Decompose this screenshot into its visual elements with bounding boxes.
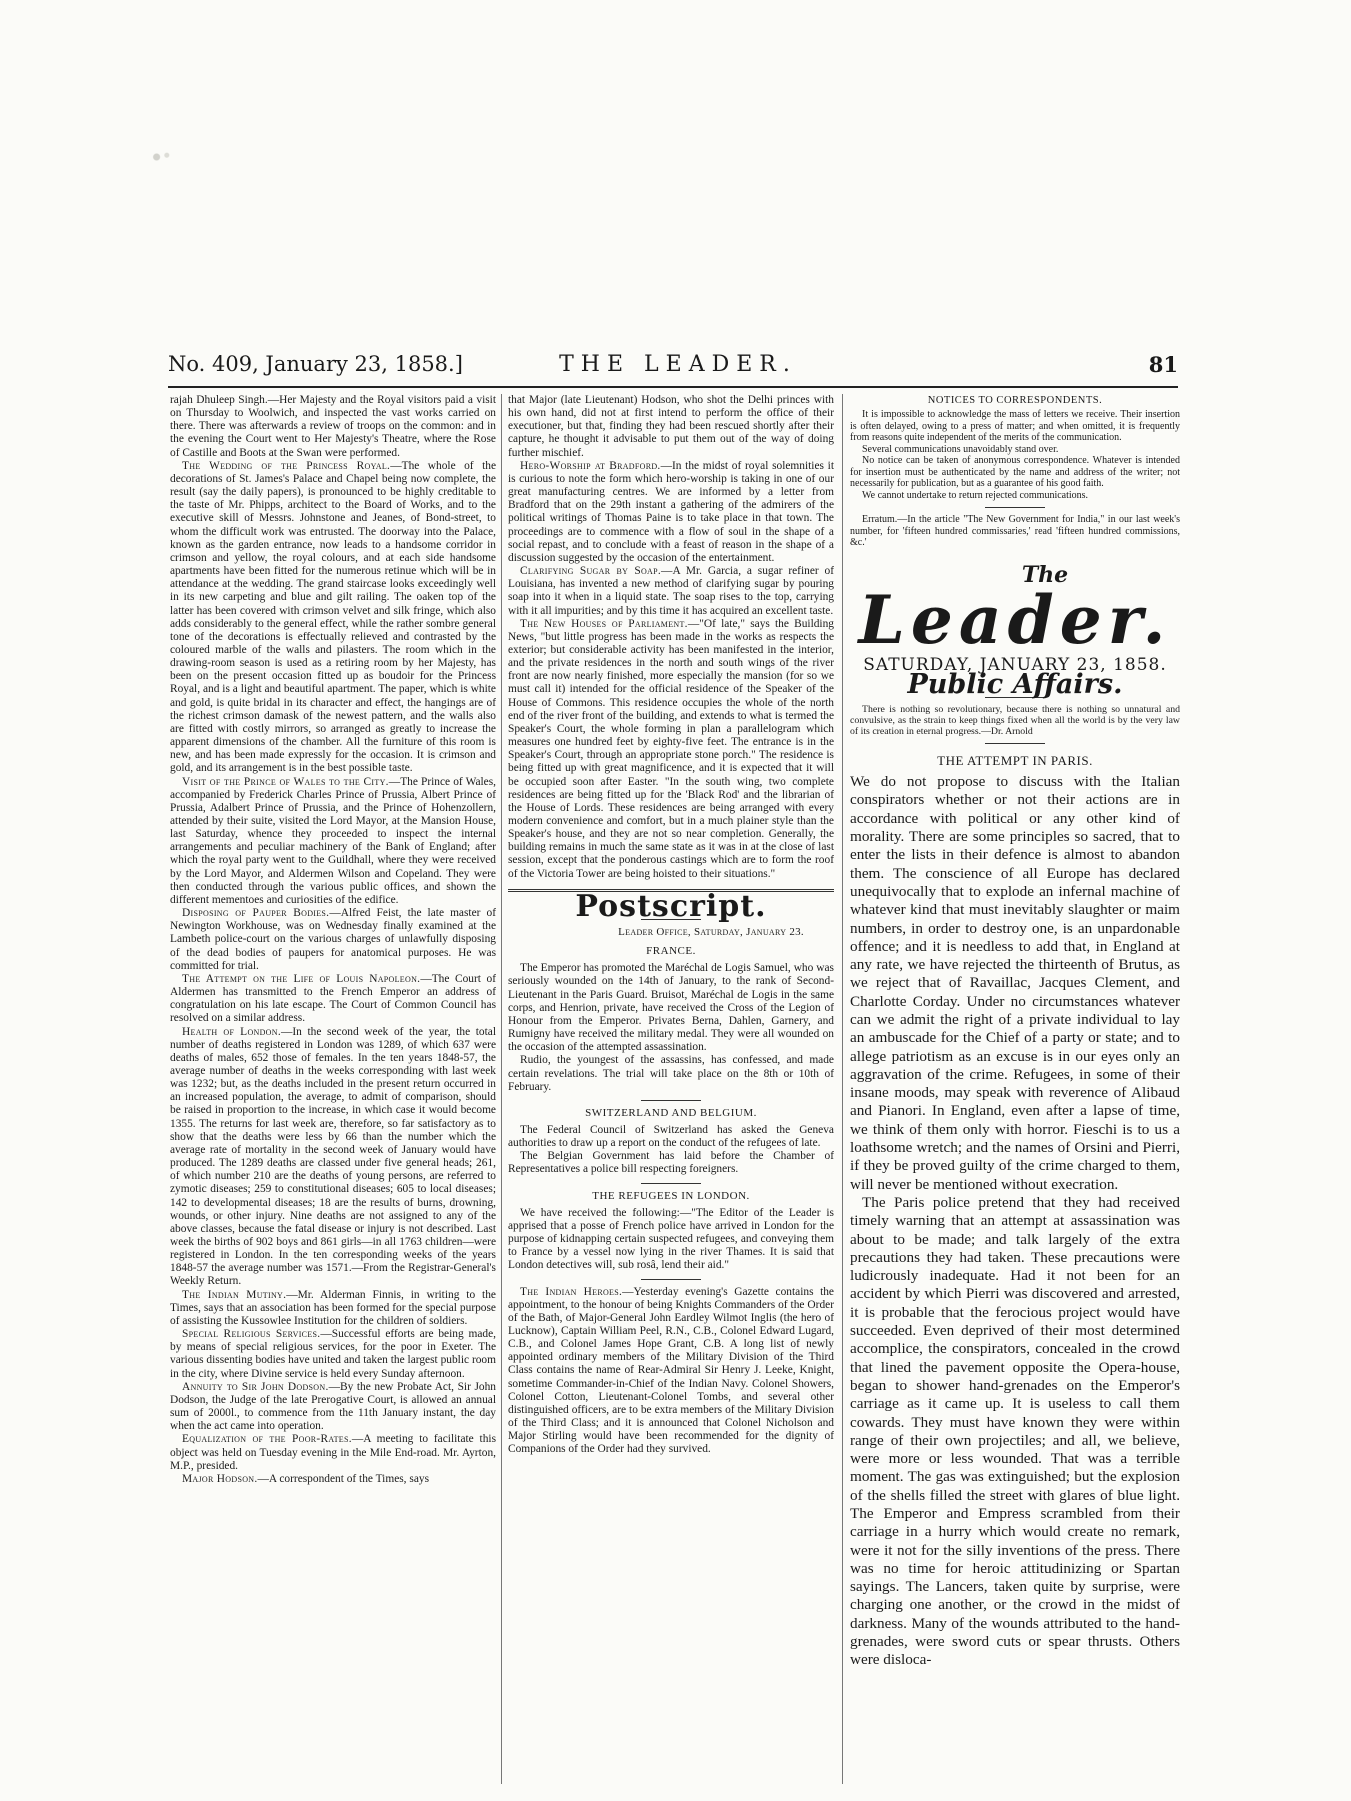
notice-text: Several communications unavoidably stand over.: [862, 443, 1059, 455]
notices-heading: NOTICES TO CORRESPONDENTS.: [927, 395, 1103, 406]
item-body: —In the second week of the year, the total number of deaths registered in London was 1289, of which 637 were deaths of males, 652 those of females. In the ten years 1848-57, the average number of deaths in the weeks corresponding with last week was 1232; but, as the deaths included in the present return occurred in an increased population, the average, to admit of comparison, should be raised in proportion to the increase, in which case it would become 1355. The returns for last week are, therefore, so far satisfactory as to show that the deaths were less by 66 than the number which the average rate of mortality in the second week of January would have produced. The 1289 deaths are classed under five general heads; 261, of which number 210 are the deaths of young persons, are referred to zymotic diseases; 259 to constitutional diseases; 605 to local diseases; 142 to developmental diseases; 18 are the results of burns, drowning, wounds, or other injury. Nine deaths are not assigned to any of the above classes, because the fatal disease or injury is not described. Last week the births of 902 boys and 861 girls—in all 1763 children—were registered in London. In the ten corresponding weeks of the years 1848-57 the average number was 1571.—From the Registrar-General's Weekly Return.: [170, 1025, 496, 1288]
column-1: [170, 394, 496, 1784]
item-body: —Alfred Feist, the late master of Newington Workhouse, was on Wednesday finally examined at the Lambeth police-court on the various charges of unlawfully disposing of the dead bodies of paupers for anatomical purposes. He was committed for trial.: [170, 907, 496, 972]
item-heading: The Attempt on the Life of Louis Napoleon.: [182, 972, 421, 985]
news-item: [508, 1286, 834, 1457]
newspaper-title: THE LEADER.: [559, 352, 797, 377]
item-heading: Health of London.: [182, 1025, 281, 1038]
paragraph: We have received the following:—"The Editor of the Leader is apprised that a posse of French police have arrived in London for the purpose of kidnapping certain suspected refugees, and conveying them to France by a vessel now lying in the river Thames. It is said that London detectives will, sub rosâ, lend their aid.": [508, 1206, 834, 1272]
news-item: [170, 776, 496, 908]
postscript-heading: Postscript.: [575, 888, 767, 924]
item-body: —The whole of the decorations of St. James's Palace and Chapel being now complete, the result (say the daily papers), is pronounced to be highly creditable to the taste of Mr. Phipps, architect to the Board of Works, and to the executive skill of Messrs. Johnstone and Jeanes, of Bond-street, to whom the difficult work was entrusted. The doorway into the Palace, known as the garden entrance, now leads to a handsome corridor in crimson and yellow, the royal colours, and at each side handsome apartments have been fitted for the numerous retinue which will be in attendance at the wedding. The grand staircase looks exceedingly well in its new carpeting and blue and gilt railing. The oaken top of the latter has been covered with crimson velvet and silk fringe, which also adds considerably to the general effect, while the rather sombre general tone of the decorations is effectually relieved and contrasted by the coloured marble of the walls and pilasters. The room which in the drawing-room season is used as a retiring room by her Majesty, has been on the present occasion fitted up as boudoir for the Princess Royal, and is a light and beautiful apartment. The paper, which is white and gold, is quite bridal in its character and effect, the hangings are of the richest crimson damask of the newest pattern, and the walls also are fitted with costly mirrors, so arranged as greatly to increase the apparent dimensions of the chamber. All the furniture of this room is new, and has been made expressly for the occasion. It is crimson and gold, and its arrangement is in the best possible taste.: [170, 459, 496, 775]
divider: [641, 1183, 701, 1184]
item-heading: Annuity to Sir John Dodson.: [182, 1380, 329, 1393]
notice-text: It is impossible to acknowledge the mass of letters we receive. Their insertion is often delayed, owing to a press of matter; and when omitted, it is frequently from reasons quite independent of the merits of the communication.: [850, 409, 1180, 444]
issue-date: No. 409, January 23, 1858.]: [168, 352, 463, 376]
paragraph: The Emperor has promoted the Maréchal de Logis Samuel, who was seriously wounded on the 14th of January, to the rank of Second-Lieutenant in the Paris Guard. Bruisot, Maréchal de Logis in the same corps, and Henrion, private, have received the Cross of the Legion of Honour from the Emperor. Privates Berna, Dahlen, Garnery, and Rumigny have received the military medal. They were all wounded on the occasion of the attempted assassination.: [508, 962, 834, 1054]
publication-date: SATURDAY, JANUARY 23, 1858.: [863, 654, 1167, 675]
column-divider: [501, 394, 502, 1784]
news-item: [170, 1473, 496, 1486]
news-item: [508, 618, 834, 881]
item-body: —The Court of Aldermen has transmitted to the French Emperor an address of congratulation on his late escape. The Court of Common Council has resolved on a similar address.: [170, 972, 496, 1025]
subhead-switzerland: SWITZERLAND AND BELGIUM.: [585, 1106, 757, 1119]
news-item: [170, 1026, 496, 1289]
item-heading: The Wedding of the Princess Royal.: [182, 459, 391, 472]
epigraph: There is nothing so revolutionary, because there is nothing so unnatural and convulsive, as the strain to keep things fixed when all the world is by the very law of its creation in eternal progress.—Dr. Arnold: [850, 703, 1180, 737]
news-item: [170, 460, 496, 776]
paragraph: that Major (late Lieutenant) Hodson, who shot the Delhi princes with his own hand, did not at first intend to perform the office of their executioner, but that, finding they had been rescued shortly after their capture, he thought it advisable to put them out of the way of doing further mischief.: [508, 394, 834, 459]
column-3: [850, 394, 1180, 1784]
article-paragraph: The Paris police pretend that they had received timely warning that an attempt at assassination was about to be made; and talk largely of the extra precautions they had taken. These precautions were ludicrously inadequate. Had it not been for an accident by which Pierri was discovered and arrested, it is probable that the ferocious project would have succeeded. Even deprived of their most determined accomplice, the conspirators, concealed in the crowd that lined the pavement opposite the Opera-house, began to shower hand-grenades on the Emperor's carriage as it came up. It is useless to call them cowards. They must have known they were within range of their own projectiles; and all, we believe, were more or less wounded. That was a terrible moment. The gas was extinguished; but the explosion of the shells filled the street with glares of blue light. The Emperor and Empress scrambled from their carriage in a hurry which would create no remark, were it not for the silly inventions of the press. There was no time for heroic attitudinizing or Spartan sayings. The Lancers, taken quite by surprise, were charging one another, or the crowd in the midst of darkness. Many of the wounds attributed to the hand-grenades, were sword cuts or spear thrusts. Others were disloca-: [850, 1193, 1180, 1669]
notice-text: We cannot undertake to return rejected communications.: [862, 489, 1089, 501]
news-item: [508, 460, 834, 565]
section-heading: Public Affairs.: [907, 668, 1123, 700]
item-body: —By the new Probate Act, Sir John Dodson, the Judge of the late Prerogative Court, is allowed an annual sum of 2000l., to commence from the 11th January instant, the day when the act came into operation.: [170, 1380, 496, 1433]
item-heading: Equalization of the Poor-Rates.: [182, 1433, 352, 1446]
divider: [985, 507, 1045, 508]
notice-text: No notice can be taken of anonymous correspondence. Whatever is intended for insertion must be authenticated by the name and address of the writer; not necessarily for publication, but as a guarantee of his good faith.: [850, 455, 1180, 490]
divider: [985, 743, 1045, 744]
subhead-france: FRANCE.: [646, 945, 696, 958]
item-heading: Disposing of Pauper Bodies.: [182, 907, 330, 920]
running-header: [168, 352, 1178, 384]
paragraph: The Belgian Government has laid before the Chamber of Representatives a police bill respecting foreigners.: [508, 1150, 834, 1176]
item-body: —"Of late," says the Building News, "but little progress has been made in the works as respects the exterior; but considerable activity has been manifested in the interior, and the private residences in the north and south wings of the river front are now nearly finished, more especially the mansion (for so we must call it) intended for the official residence of the Speaker of the House of Commons. This residence occupies the whole of the north end of the river front of the building, and extends to what is termed the Speaker's Court, the whole forming in plan a parallelogram which measures one hundred feet by eighty-five feet. The entrance is in the Speaker's Court, through an appropriate stone porch." The residence is being fitted up with great magnificence, and it is expected that it will be occupied soon after Easter. "In the south wing, two complete residences are being fitted up for the 'Black Rod' and the librarian of the House of Lords. These residences are being arranged with every modern convenience and comfort, but in a much plainer style than the Speaker's house, and they are not so near completion. Generally, the building remains in much the same state as it was in at the close of last session, except that the ponderous castings which are to form the roof of the Victoria Tower are being hoisted to their situations.": [508, 617, 834, 880]
page-number: 81: [1148, 352, 1178, 377]
item-heading: Clarifying Sugar by Soap.: [520, 565, 662, 578]
subhead-refugees: THE REFUGEES IN LONDON.: [592, 1189, 750, 1202]
newspaper-logo: [850, 561, 1180, 659]
paragraph: Rudio, the youngest of the assassins, has confessed, and made certain revelations. The trial will take place on the 8th or 10th of February.: [508, 1054, 834, 1093]
column-2: [508, 394, 834, 1784]
article-paragraph: We do not propose to discuss with the Italian conspirators whether or not their actions are in accordance with political or any other kind of morality. There are some principles so sacred, that to enter the lists in their defence is almost to abandon them. The conscience of all Europe has declared unequivocally that to explode an infernal machine of whatever kind that must inevitably slaughter or maim numbers, in order to destroy one, is an unpardonable offence; and it is needless to add that, in England at any rate, we have rejected the thirteenth of Brutus, as we reject that of Ravaillac, Jacques Clement, and Charlotte Corday. Under no circumstances whatever can we admit the right of a private individual to lay an ambuscade for the Chief of a party or state; and to allege patriotism as an excuse is in our eyes only an aggravation of the crime. Refugees, in some of their insane moods, may speak with reverence of Alibaud and Pianori. In England, even after a lapse of time, we think of them only with horror. Fieschi is to us a loathsome wretch; and the names of Orsini and Pierri, if they be proved guilty of the crime charged to them, will never be mentioned without execration.: [850, 773, 1180, 1193]
news-item: [170, 1433, 496, 1472]
item-body: —In the midst of royal solemnities it is curious to note the form which hero-worship is taking in one of our great manufacturing centres. We are informed by a letter from Bradford that on the 29th instant a gathering of the admirers of the political writings of Thomas Paine is to take place in that town. The proceedings are to commence with a flow of soul in the shape of a social repast, and to conclude with a feast of reason in the shape of a discussion suggested by the occasion of the entertainment.: [508, 459, 834, 564]
logo-wordmark: Leader.: [858, 580, 1172, 659]
item-heading: The Indian Mutiny.: [182, 1288, 287, 1301]
item-body: —A correspondent of the Times, says: [257, 1472, 429, 1485]
item-heading: The New Houses of Parliament.: [520, 617, 688, 630]
news-item: [170, 973, 496, 1026]
column-divider: [842, 394, 843, 1784]
item-body: —The Prince of Wales, accompanied by Frederick Charles Prince of Prussia, Albert Prince of Prussia, Adalbert Prince of Prussia, and the Prince of Hohenzollern, attended by their suite, visited the Lord Mayor, at the Mansion House, last Saturday, whence they proceeded to inspect the internal arrangements and peculiar machinery of the Bank of England; after which the royal party went to the Guildhall, where they were received by the Lord Mayor, and Aldermen Wilson and Copeland. They were then conducted through the various public offices, and shown the different mementoes and curiosities of the edifice.: [170, 775, 496, 906]
item-body: —A meeting to facilitate this object was held on Tuesday evening in the Mile End-road. Mr. Ayrton, M.P., presided.: [170, 1433, 496, 1472]
divider: [641, 1279, 701, 1280]
header-rule: [168, 386, 1178, 388]
news-item: [170, 1328, 496, 1381]
logo-the: The: [1021, 561, 1069, 588]
item-body: —Successful efforts are being made, by means of special religious services, for the poor in Exeter. The various dissenting bodies have united and taken the largest public room in the city, where Divine service is held every Sunday afternoon.: [170, 1328, 496, 1380]
item-body: —A Mr. Garcia, a sugar refiner of Louisiana, has invented a new method of clarifying sugar by pouring soap into it when in a liquid state. The soap rises to the top, carrying with it all impurities; and by this time it has acquired an excellent taste.: [508, 565, 834, 617]
news-item: [170, 907, 496, 973]
news-item: [508, 565, 834, 618]
erratum: Erratum.—In the article "The New Government for India," in our last week's number, for 'fifteen hundred commissaries,' read 'fifteen hundred commissions, &c.': [850, 514, 1180, 549]
item-heading: Special Religious Services.: [182, 1328, 321, 1341]
dateline: Leader Office, Saturday, January 23.: [618, 925, 804, 938]
news-item: [170, 1289, 496, 1328]
article-title: THE ATTEMPT IN PARIS.: [937, 752, 1093, 768]
item-body: —Mr. Alderman Finnis, in writing to the Times, says that an association has been formed for the special purpose of assisting the Kussowlee Institution for the children of soldiers.: [170, 1288, 496, 1327]
item-heading: Visit of the Prince of Wales to the City.: [182, 775, 389, 788]
item-body: —Yesterday evening's Gazette contains the appointment, to the honour of being Knights Commanders of the Order of the Bath, of Major-General John Eardley Wilmot Inglis (the hero of Lucknow), Captain William Peel, R.N., C.B., Colonel Edward Lugard, C.B., and Colonel James Hope Grant, C.B. A long list of newly appointed ordinary members of the Military Division of the Third Class contains the name of Rear-Admiral Sir Henry J. Leeke, Knight, sometime Commander-in-Chief of the Indian Navy. Colonel Showers, Colonel Cotton, Lieutenant-Colonel Tombs, and several other distinguished officers, are to be extra members of the Military Division of the Third Class; and it is announced that Colonel Nicholson and Major Stirling would have been recommended for the dignity of Companions of the Order had they survived.: [508, 1285, 834, 1456]
paragraph: The Federal Council of Switzerland has asked the Geneva authorities to draw up a report on the conduct of the refugees of late.: [508, 1123, 834, 1150]
paper-blemish: [143, 148, 177, 166]
divider: [641, 1100, 701, 1101]
item-heading: Hero-Worship at Bradford.: [520, 459, 661, 472]
news-item: [170, 1381, 496, 1434]
item-heading: Major Hodson.: [182, 1472, 258, 1485]
item-heading: The Indian Heroes.: [520, 1285, 623, 1298]
paragraph: rajah Dhuleep Singh.—Her Majesty and the Royal visitors paid a visit on Thursday to Woolwich, and inspected the vast works carried on there. There was afterwards a review of troops on the common: and in the evening the Court went to Her Majesty's Theatre, where the Rose of Castille and Boots at the Swan were performed.: [170, 394, 496, 459]
